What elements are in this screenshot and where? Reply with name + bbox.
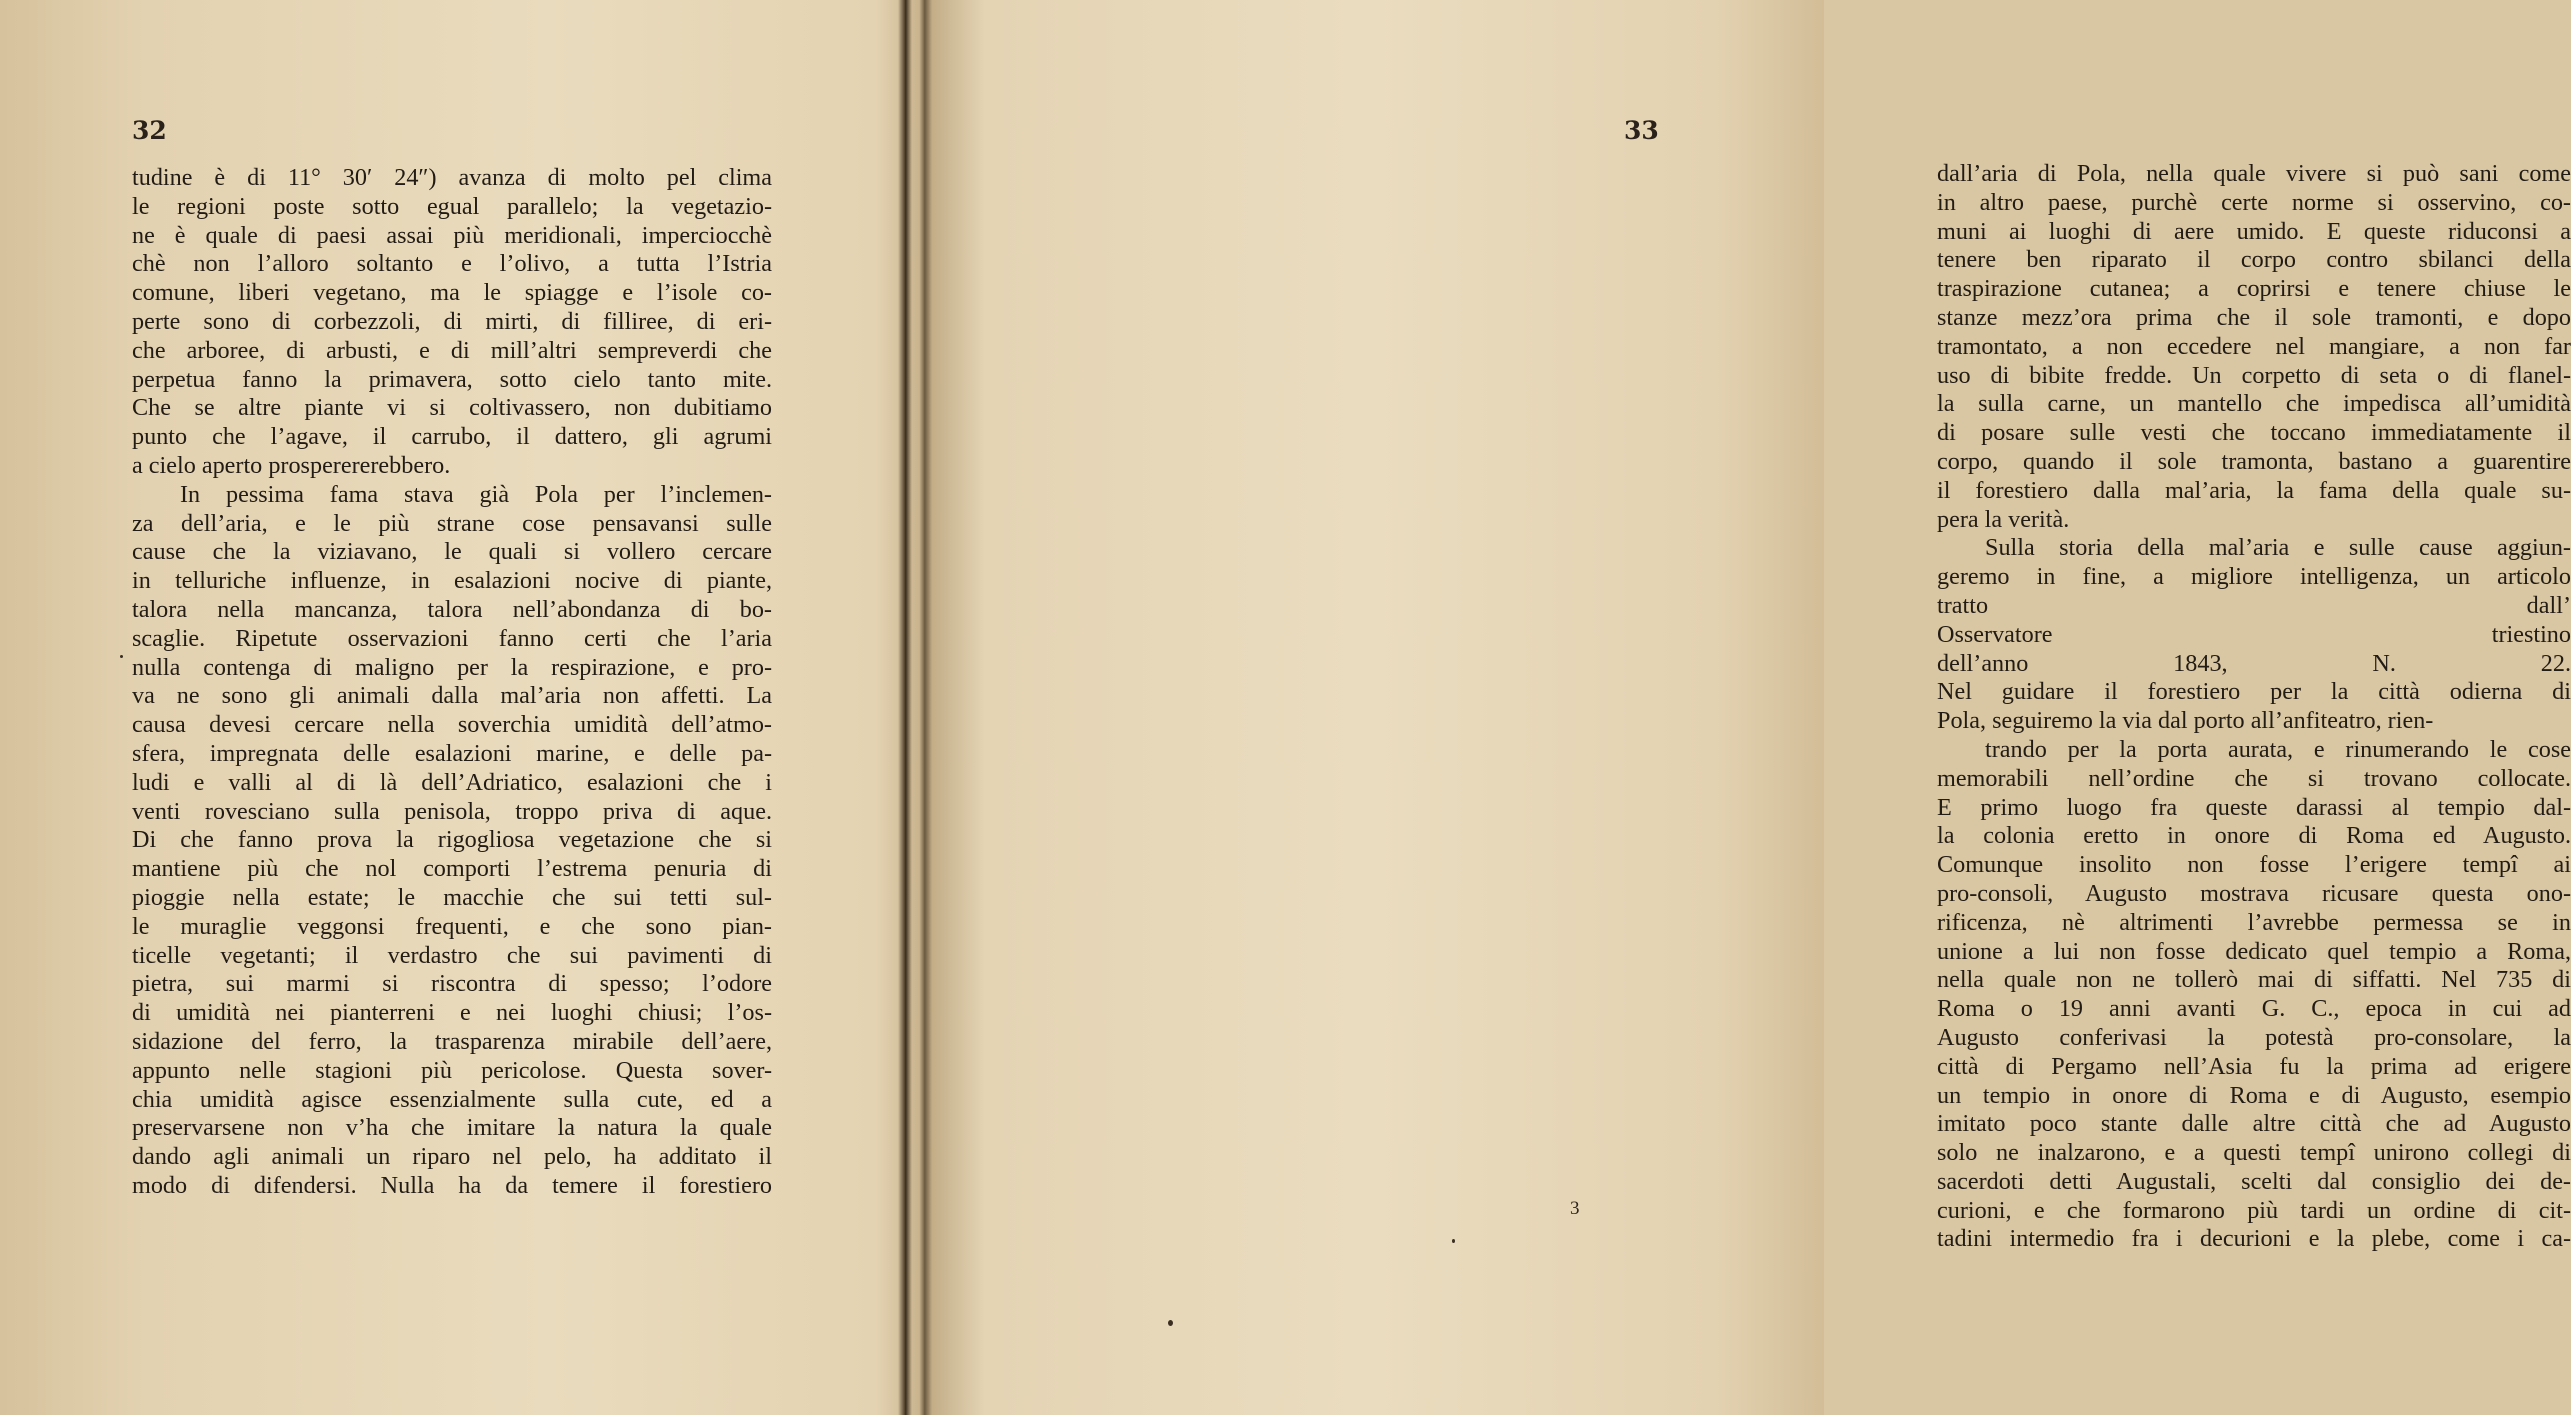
text-line: cause che la viziavano, le quali si vollero cercare — [132, 538, 772, 566]
text-line: rificenza, nè altrimenti l’avrebbe permessa se in — [1937, 908, 2571, 936]
text-line: nulla contenga di maligno per la respirazione, e pro- — [132, 653, 772, 681]
text-line: modo di difendersi. Nulla ha da temere il forestiero — [132, 1171, 772, 1199]
text-line: uso di bibite fredde. Un corpetto di seta o di flanel- — [1937, 361, 2571, 389]
text-line: causa devesi cercare nella soverchia umidità dell’atmo- — [132, 711, 772, 739]
text-line: Di che fanno prova la rigogliosa vegetazione che si — [132, 826, 772, 854]
text-line: le muraglie veggonsi frequenti, e che sono pian- — [132, 912, 772, 940]
text-line: memorabili nell’ordine che si trovano collocate. — [1937, 764, 2571, 792]
text-line: pera la verità. — [1937, 505, 2070, 533]
text-line: punto che l’agave, il carrubo, il dattero, gli agrumi — [132, 423, 772, 451]
right-page-text — [1937, 160, 2571, 1254]
text-line: città di Pergamo nell’Asia fu la prima ad erigere — [1937, 1052, 2571, 1080]
text-line: di umidità nei pianterreni e nei luoghi chiusi; l’os- — [132, 999, 772, 1027]
text-line: geremo in fine, a migliore intelligenza, un articolo — [1937, 563, 2571, 591]
text-line: ne è quale di paesi assai più meridionali, imperciocchè — [132, 221, 772, 249]
text-line: sfera, impregnata delle esalazioni marine, e delle pa- — [132, 739, 772, 767]
text-line: perte sono di corbezzoli, di mirti, di fillirее, di eri- — [132, 307, 772, 335]
paper-speck — [1452, 1239, 1455, 1243]
text-line: Pola, seguiremo la via dal porto all’anfiteatro, rien- — [1937, 707, 2434, 735]
page-number: 32 — [132, 116, 167, 145]
text-line: mantiene più che nol comporti l’estrema penuria di — [132, 855, 772, 883]
text-line: chè non l’alloro soltanto e l’olivo, a tutta l’Istria — [132, 250, 772, 278]
text-line: E primo luogo fra queste darassi al tempio dal- — [1937, 793, 2571, 821]
book-gutter — [898, 0, 912, 1415]
text-line: tudine è di 11° 30′ 24″) avanza di molto pel clima — [132, 164, 772, 191]
text-line: trando per la porta aurata, e rinumerando le cose — [1985, 735, 2571, 763]
text-line: sidazione del ferro, la trasparenza mirabile dell’aere, — [132, 1027, 772, 1055]
text-line: curioni, e che formarono più tardi un ordine di cit- — [1937, 1196, 2571, 1224]
text-line: perpetua fanno la primavera, sotto cielo tanto mite. — [132, 365, 772, 393]
paper-speck — [1168, 1320, 1173, 1326]
text-line: che arboree, di arbusti, e di mill’altri sempreverdi che — [132, 336, 772, 364]
text-line: unione a lui non fosse dedicato quel tempio a Roma, — [1937, 937, 2571, 965]
text-line: ticelle vegetanti; il verdastro che sui pavimenti di — [132, 941, 772, 969]
text-line: pioggie nella estate; le macchie che sui tetti sul- — [132, 883, 772, 911]
text-line: tadini intermedio fra i decurioni e la plebe, come i ca- — [1937, 1225, 2571, 1253]
left-page — [0, 0, 898, 1415]
text-line: in altro paese, purchè certe norme si osservino, co- — [1937, 188, 2571, 216]
text-line: sacerdoti detti Augustali, scelti dal consiglio dei de- — [1937, 1167, 2571, 1195]
text-line: venti rovesciano sulla penisola, troppo priva di aque. — [132, 797, 772, 825]
text-line: In pessima fama stava già Pola per l’inclemen- — [180, 480, 772, 508]
text-line: tenere ben riparato il corpo contro sbilanci della — [1937, 246, 2571, 274]
text-line: imitato poco stante dalle altre città che ad Augusto — [1937, 1110, 2571, 1138]
text-line: Comunque insolito non fosse l’erigere tempî ai — [1937, 851, 2571, 879]
text-line: dall’aria di Pola, nella quale vivere si può sani come — [1937, 160, 2571, 187]
text-line: solo ne inalzarono, e a questi tempî unirono collegi di — [1937, 1139, 2571, 1167]
text-line: appunto nelle stagioni più pericolose. Questa sover- — [132, 1056, 772, 1084]
text-line: nella quale non ne tollerò mai di siffatti. Nel 735 di — [1937, 966, 2571, 994]
text-line: scaglie. Ripetute osservazioni fanno certi che l’aria — [132, 624, 772, 652]
text-line: dando agli animali un riparo nel pelo, ha additato il — [132, 1143, 772, 1171]
text-line: il forestiero dalla mal’aria, la fama della quale su- — [1937, 476, 2571, 504]
text-line: in telluriche influenze, in esalazioni nocive di piante, — [132, 567, 772, 595]
text-line: a cielo aperto prosperererebbero. — [132, 451, 451, 479]
text-line: ludi e valli al di là dell’Adriatico, esalazioni che i — [132, 768, 772, 796]
text-line: traspirazione cutanea; a coprirsi e tenere chiuse le — [1937, 275, 2571, 303]
text-line: pietra, sui marmi si riscontra di spesso; l’odore — [132, 970, 772, 998]
text-line: Osservatore triestino — [1937, 620, 2571, 648]
text-line: muni ai luoghi di aere umido. E queste riduconsi a — [1937, 217, 2571, 245]
text-line: stanze mezz’ora prima che il sole tramonti, e dopo — [1937, 303, 2571, 331]
text-line: tratto dall’ — [1937, 591, 2571, 619]
text-line: pro-consoli, Augusto mostrava ricusare questa ono- — [1937, 879, 2571, 907]
text-line: Roma o 19 anni avanti G. C., epoca in cui ad — [1937, 995, 2571, 1023]
signature-mark: 3 — [1570, 1198, 1580, 1219]
text-line: la colonia eretto in onore di Roma ed Augusto. — [1937, 822, 2571, 850]
text-line: preservarsene non v’ha che imitare la natura la quale — [132, 1114, 772, 1142]
page-number: 33 — [1624, 116, 1659, 145]
text-line: di posare sulle vesti che toccano immediatamente il — [1937, 419, 2571, 447]
text-line: Nel guidare il forestiero per la città odierna di — [1937, 678, 2571, 706]
text-line: va ne sono gli animali dalla mal’aria non affetti. La — [132, 682, 772, 710]
text-line: Augusto conferivasi la potestà pro-consolare, la — [1937, 1023, 2571, 1051]
text-line: za dell’aria, e le più strane cose pensavansi sulle — [132, 509, 772, 537]
text-line: un tempio in onore di Roma e di Augusto, esempio — [1937, 1081, 2571, 1109]
text-line: Che se altre piante vi si coltivassero, non dubitiamo — [132, 394, 772, 422]
left-page-text — [132, 164, 772, 1201]
text-line: la sulla carne, un mantello che impedisca all’umidità — [1937, 390, 2571, 418]
text-line: corpo, quando il sole tramonta, bastano a guarentire — [1937, 447, 2571, 475]
text-line: chia umidità agisce essenzialmente sulla cute, ed a — [132, 1085, 772, 1113]
text-line: comune, liberi vegetano, ma le spiagge e l’isole co- — [132, 279, 772, 307]
text-line: dell’anno 1843, N. 22. — [1937, 649, 2571, 677]
right-page — [912, 0, 2571, 1415]
text-line: tramontato, a non eccedere nel mangiare, a non far — [1937, 332, 2571, 360]
text-line: Sulla storia della mal’aria e sulle cause aggiun- — [1985, 534, 2571, 562]
paper-speck — [120, 655, 123, 658]
text-line: le regioni poste sotto egual parallelo; la vegetazio- — [132, 192, 772, 220]
text-line: talora nella mancanza, talora nell’abondanza di bo- — [132, 595, 772, 623]
